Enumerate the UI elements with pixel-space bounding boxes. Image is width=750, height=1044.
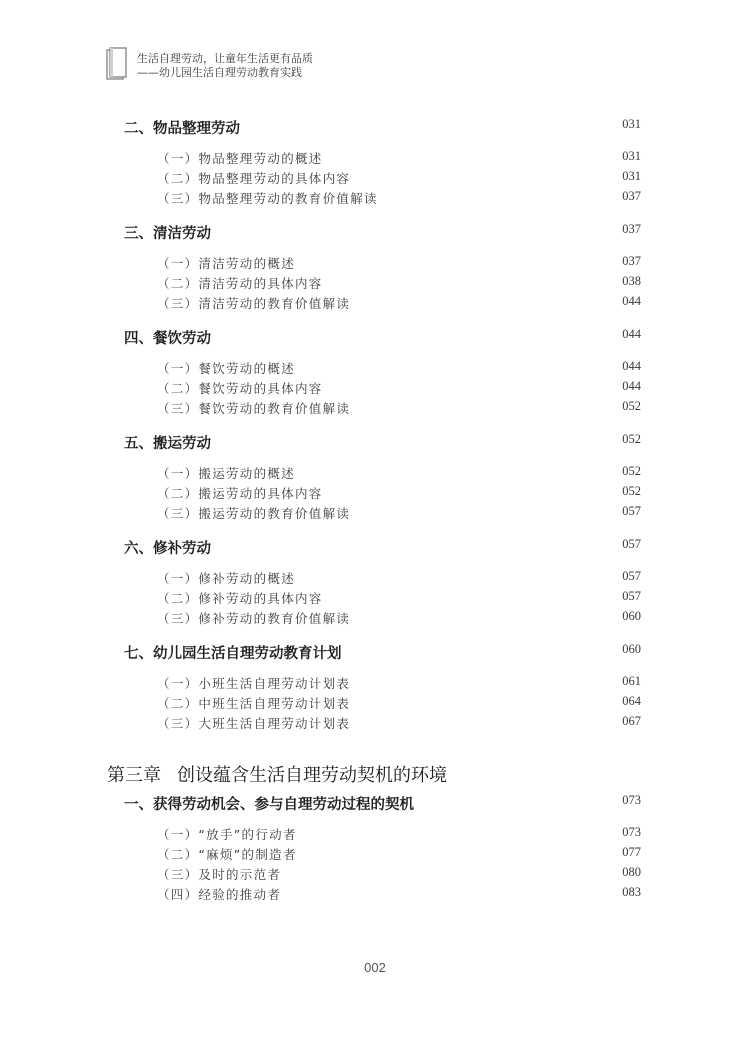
section-title: 六、修补劳动 [124, 541, 211, 557]
subsection-title: （二）搬运劳动的具体内容 [157, 486, 323, 501]
subsection-page-number: 052 [622, 399, 641, 413]
subsection-title: （一）“放手”的行动者 [157, 827, 297, 842]
subsection-title: （四）经验的推动者 [157, 887, 282, 902]
section-page-number: 044 [622, 327, 641, 341]
subsection-title: （三）修补劳动的教育价值解读 [157, 611, 351, 626]
subsection-page-number: 044 [622, 379, 641, 393]
subsection-page-number: 083 [622, 885, 641, 899]
section-title: 七、幼儿园生活自理劳动教育计划 [124, 646, 342, 662]
header-line-1: 生活自理劳动，让童年生活更有品质 [137, 52, 313, 65]
subsection-page-number: 044 [622, 294, 641, 308]
section-title: 一、获得劳动机会、参与自理劳动过程的契机 [124, 797, 414, 813]
subsection-title: （三）物品整理劳动的教育价值解读 [157, 191, 378, 206]
footer-page-number: 002 [364, 960, 386, 975]
header-line-2: ——幼儿园生活自理劳动教育实践 [137, 66, 302, 79]
subsection-page-number: 031 [622, 169, 641, 183]
section-page-number: 057 [622, 537, 641, 551]
subsection-page-number: 031 [622, 149, 641, 163]
subsection-title: （二）中班生活自理劳动计划表 [157, 696, 351, 711]
chapter-number: 第三章 [107, 765, 161, 786]
section-title: 五、搬运劳动 [124, 436, 211, 452]
subsection-page-number: 037 [622, 189, 641, 203]
subsection-title: （二）修补劳动的具体内容 [157, 591, 323, 606]
section-page-number: 031 [622, 117, 641, 131]
subsection-title: （一）物品整理劳动的概述 [157, 151, 323, 166]
subsection-title: （二）清洁劳动的具体内容 [157, 276, 323, 291]
subsection-page-number: 044 [622, 359, 641, 373]
section-title: 二、物品整理劳动 [124, 121, 240, 137]
subsection-page-number: 060 [622, 609, 641, 623]
subsection-title: （二）餐饮劳动的具体内容 [157, 381, 323, 396]
subsection-page-number: 073 [622, 825, 641, 839]
section-page-number: 037 [622, 222, 641, 236]
subsection-page-number: 057 [622, 589, 641, 603]
subsection-title: （三）清洁劳动的教育价值解读 [157, 296, 351, 311]
subsection-page-number: 080 [622, 865, 641, 879]
section-title: 四、餐饮劳动 [124, 331, 211, 347]
subsection-title: （一）小班生活自理劳动计划表 [157, 676, 351, 691]
subsection-title: （三）餐饮劳动的教育价值解读 [157, 401, 351, 416]
subsection-page-number: 057 [622, 569, 641, 583]
subsection-page-number: 077 [622, 845, 641, 859]
subsection-title: （三）及时的示范者 [157, 867, 282, 882]
subsection-title: （二）物品整理劳动的具体内容 [157, 171, 351, 186]
subsection-title: （三）大班生活自理劳动计划表 [157, 716, 351, 731]
chapter-heading [107, 761, 447, 787]
chapter-title: 创设蕴含生活自理劳动契机的环境 [177, 765, 447, 786]
subsection-page-number: 052 [622, 464, 641, 478]
subsection-page-number: 038 [622, 274, 641, 288]
section-page-number: 060 [622, 642, 641, 656]
subsection-page-number: 057 [622, 504, 641, 518]
header-text [137, 52, 313, 80]
section-page-number: 052 [622, 432, 641, 446]
subsection-title: （三）搬运劳动的教育价值解读 [157, 506, 351, 521]
subsection-title: （一）餐饮劳动的概述 [157, 361, 296, 376]
subsection-title: （一）清洁劳动的概述 [157, 256, 296, 271]
section-page-number: 073 [622, 793, 641, 807]
subsection-title: （二）“麻烦”的制造者 [157, 847, 297, 862]
section-title: 三、清洁劳动 [124, 226, 211, 242]
subsection-page-number: 067 [622, 714, 641, 728]
subsection-title: （一）修补劳动的概述 [157, 571, 296, 586]
subsection-page-number: 061 [622, 674, 641, 688]
book-icon [106, 47, 128, 81]
subsection-page-number: 052 [622, 484, 641, 498]
subsection-page-number: 064 [622, 694, 641, 708]
subsection-title: （一）搬运劳动的概述 [157, 466, 296, 481]
subsection-page-number: 037 [622, 254, 641, 268]
